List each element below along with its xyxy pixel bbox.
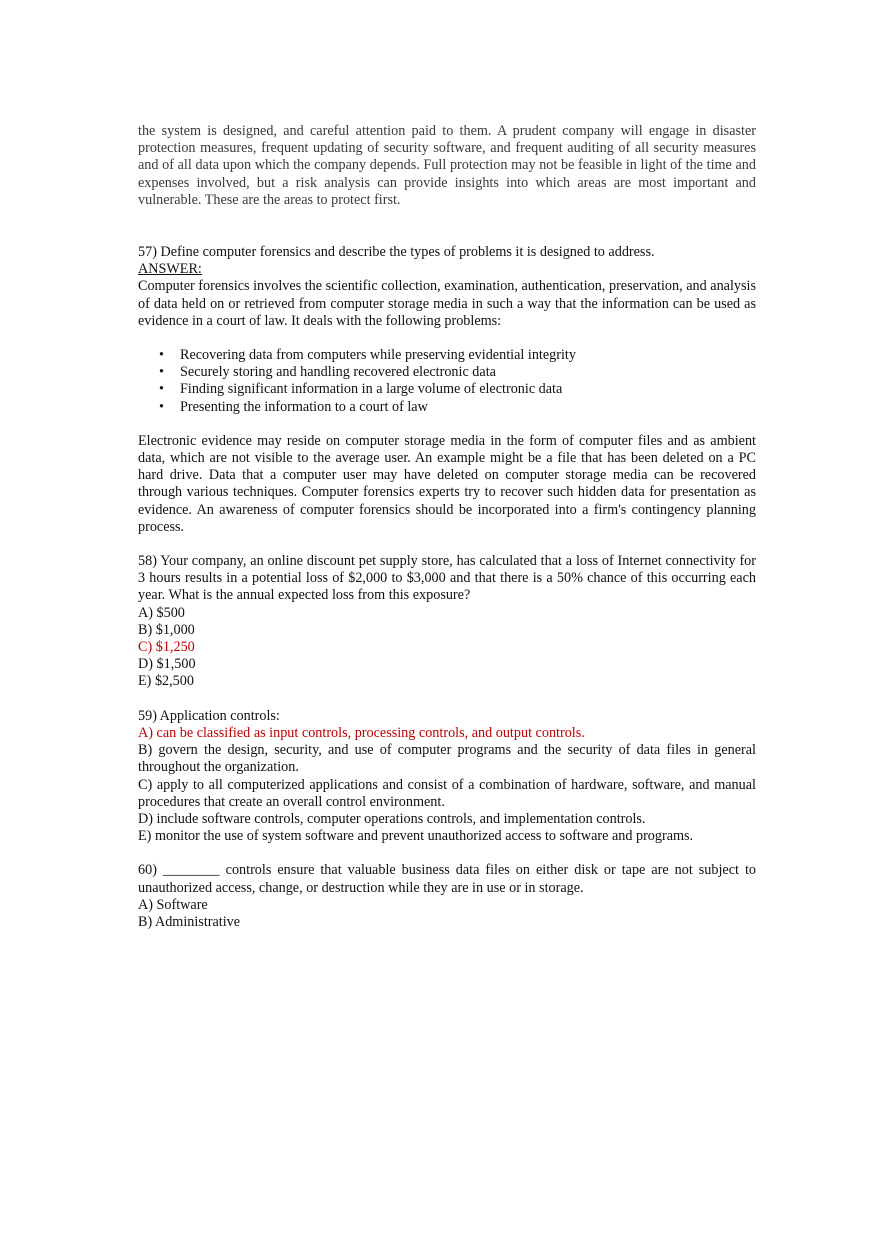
question-59-text: 59) Application controls:: [138, 707, 280, 724]
option-a: A) Software: [138, 896, 208, 913]
list-item: • Finding significant information in a large volume of electronic data: [159, 381, 563, 398]
option-d: D) include software controls, computer operations controls, and implementation controls.: [138, 810, 646, 827]
question-60: [138, 862, 756, 931]
list-item: • Recovering data from computers while preserving evidential integrity: [159, 347, 576, 364]
option-b: B) $1,000: [138, 621, 195, 638]
question-58: [138, 553, 756, 691]
option-d: D) $1,500: [138, 656, 196, 673]
option-e: E) $2,500: [138, 673, 194, 690]
question-57-text: 57) Define computer forensics and describe the types of problems it is designed to address.: [138, 244, 655, 261]
option-a: A) $500: [138, 604, 185, 621]
bullet-icon: •: [159, 364, 164, 381]
list-item: • Securely storing and handling recovered electronic data: [159, 364, 496, 381]
intro-paragraph: the system is designed, and careful attention paid to them. A prudent company will engage in disaster protection measures, frequent updating of security software, and frequent auditing of all security measures and of all data upon which the company depends. Full protection may not be feasible in light of the time and expenses involved, but a risk analysis can provide insights into which areas are most important and vulnerable. These are the areas to protect first.: [138, 123, 756, 208]
answer-paragraph-1: Computer forensics involves the scientific collection, examination, authentication, preservation, and analysis of data held on or retrieved from computer storage media in such a way that the information can be used as evidence in a court of law. It deals with the following problems:: [138, 278, 756, 329]
question-57: [138, 244, 756, 536]
problem-list: [138, 347, 756, 416]
answer-paragraph-2: Electronic evidence may reside on computer storage media in the form of computer files and as ambient data, which are not visible to the average user. An example might be a file that has been deleted on a PC hard drive. Data that a computer user may have deleted on computer storage media can be recovered through various techniques. Computer forensics experts try to recover such hidden data for presentation as evidence. An awareness of computer forensics should be incorporated into a firm's contingency planning process.: [138, 432, 756, 535]
answer-label: ANSWER:: [138, 261, 202, 278]
question-58-text: 58) Your company, an online discount pet supply store, has calculated that a loss of Internet connectivity for 3 hours results in a potential loss of $2,000 to $3,000 and that there is a 50% chance of this occurring each year. What is the annual expected loss from this exposure?: [138, 553, 756, 604]
bullet-icon: •: [159, 398, 164, 415]
question-60-text: 60) ________ controls ensure that valuable business data files on either disk or tape are not subject to unauthorized access, change, or destruction while they are in use or in storage.: [138, 862, 756, 896]
option-b: B) Administrative: [138, 913, 241, 930]
option-e: E) monitor the use of system software and prevent unauthorized access to software and programs.: [138, 828, 694, 845]
document-page: [138, 123, 756, 931]
option-b: B) govern the design, security, and use of computer programs and the security of data files in general throughout the organization.: [138, 742, 756, 776]
option-a-correct: A) can be classified as input controls, processing controls, and output controls.: [138, 724, 585, 741]
option-c: C) apply to all computerized applications and consist of a combination of hardware, software, and manual procedures that create an overall control environment.: [138, 776, 756, 810]
option-c-correct: C) $1,250: [138, 639, 195, 656]
question-59: [138, 708, 756, 846]
bullet-icon: •: [159, 381, 164, 398]
list-item: • Presenting the information to a court of law: [159, 398, 428, 415]
bullet-icon: •: [159, 347, 164, 364]
